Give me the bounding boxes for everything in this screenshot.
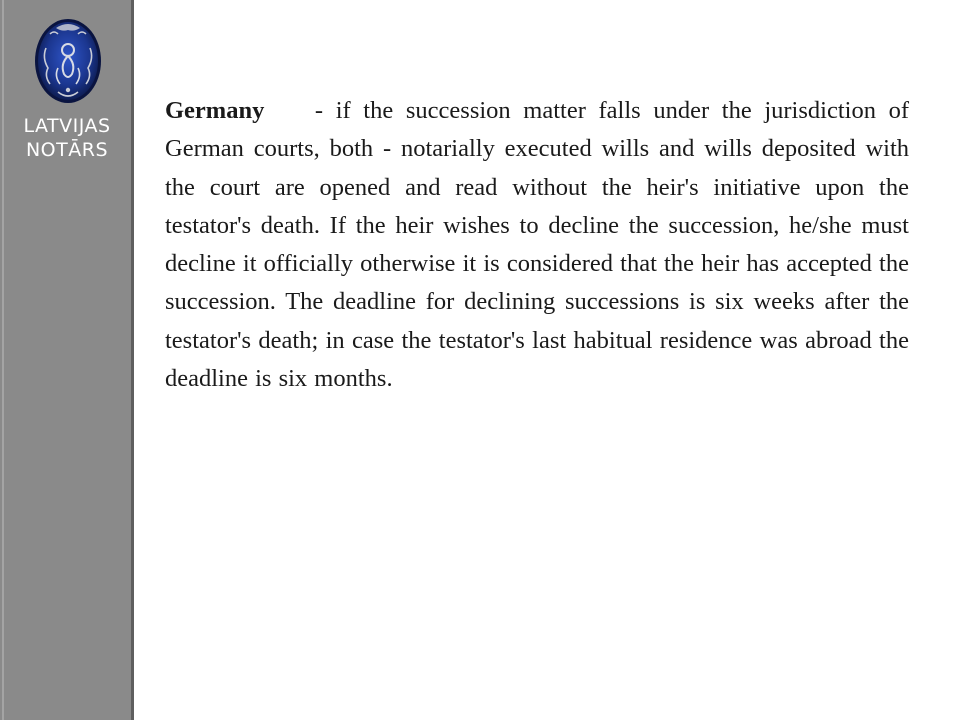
latvian-notary-emblem-icon (34, 18, 102, 104)
paragraph-text: - if the succession matter falls under the jurisdiction of German courts, both - notarially executed wills and wills deposited with the court are opened and read without the heir's initiative upon the testator's death. If the heir wishes to decline the succession, he/she must decline it officially otherwise it is considered that the heir has accepted the succession. The deadline for declining successions is six weeks after the testator's death; in case the testator's last habitual residence was abroad the deadline is six months. (165, 97, 909, 393)
sidebar-divider (2, 0, 4, 720)
country-heading: Germany (165, 97, 265, 124)
logo-line-1: LATVIJAS (23, 115, 111, 137)
logo-line-2: NOTĀRS (25, 139, 109, 161)
sidebar (0, 0, 134, 720)
logo-wordmark (0, 114, 134, 162)
body-paragraph (165, 92, 909, 398)
